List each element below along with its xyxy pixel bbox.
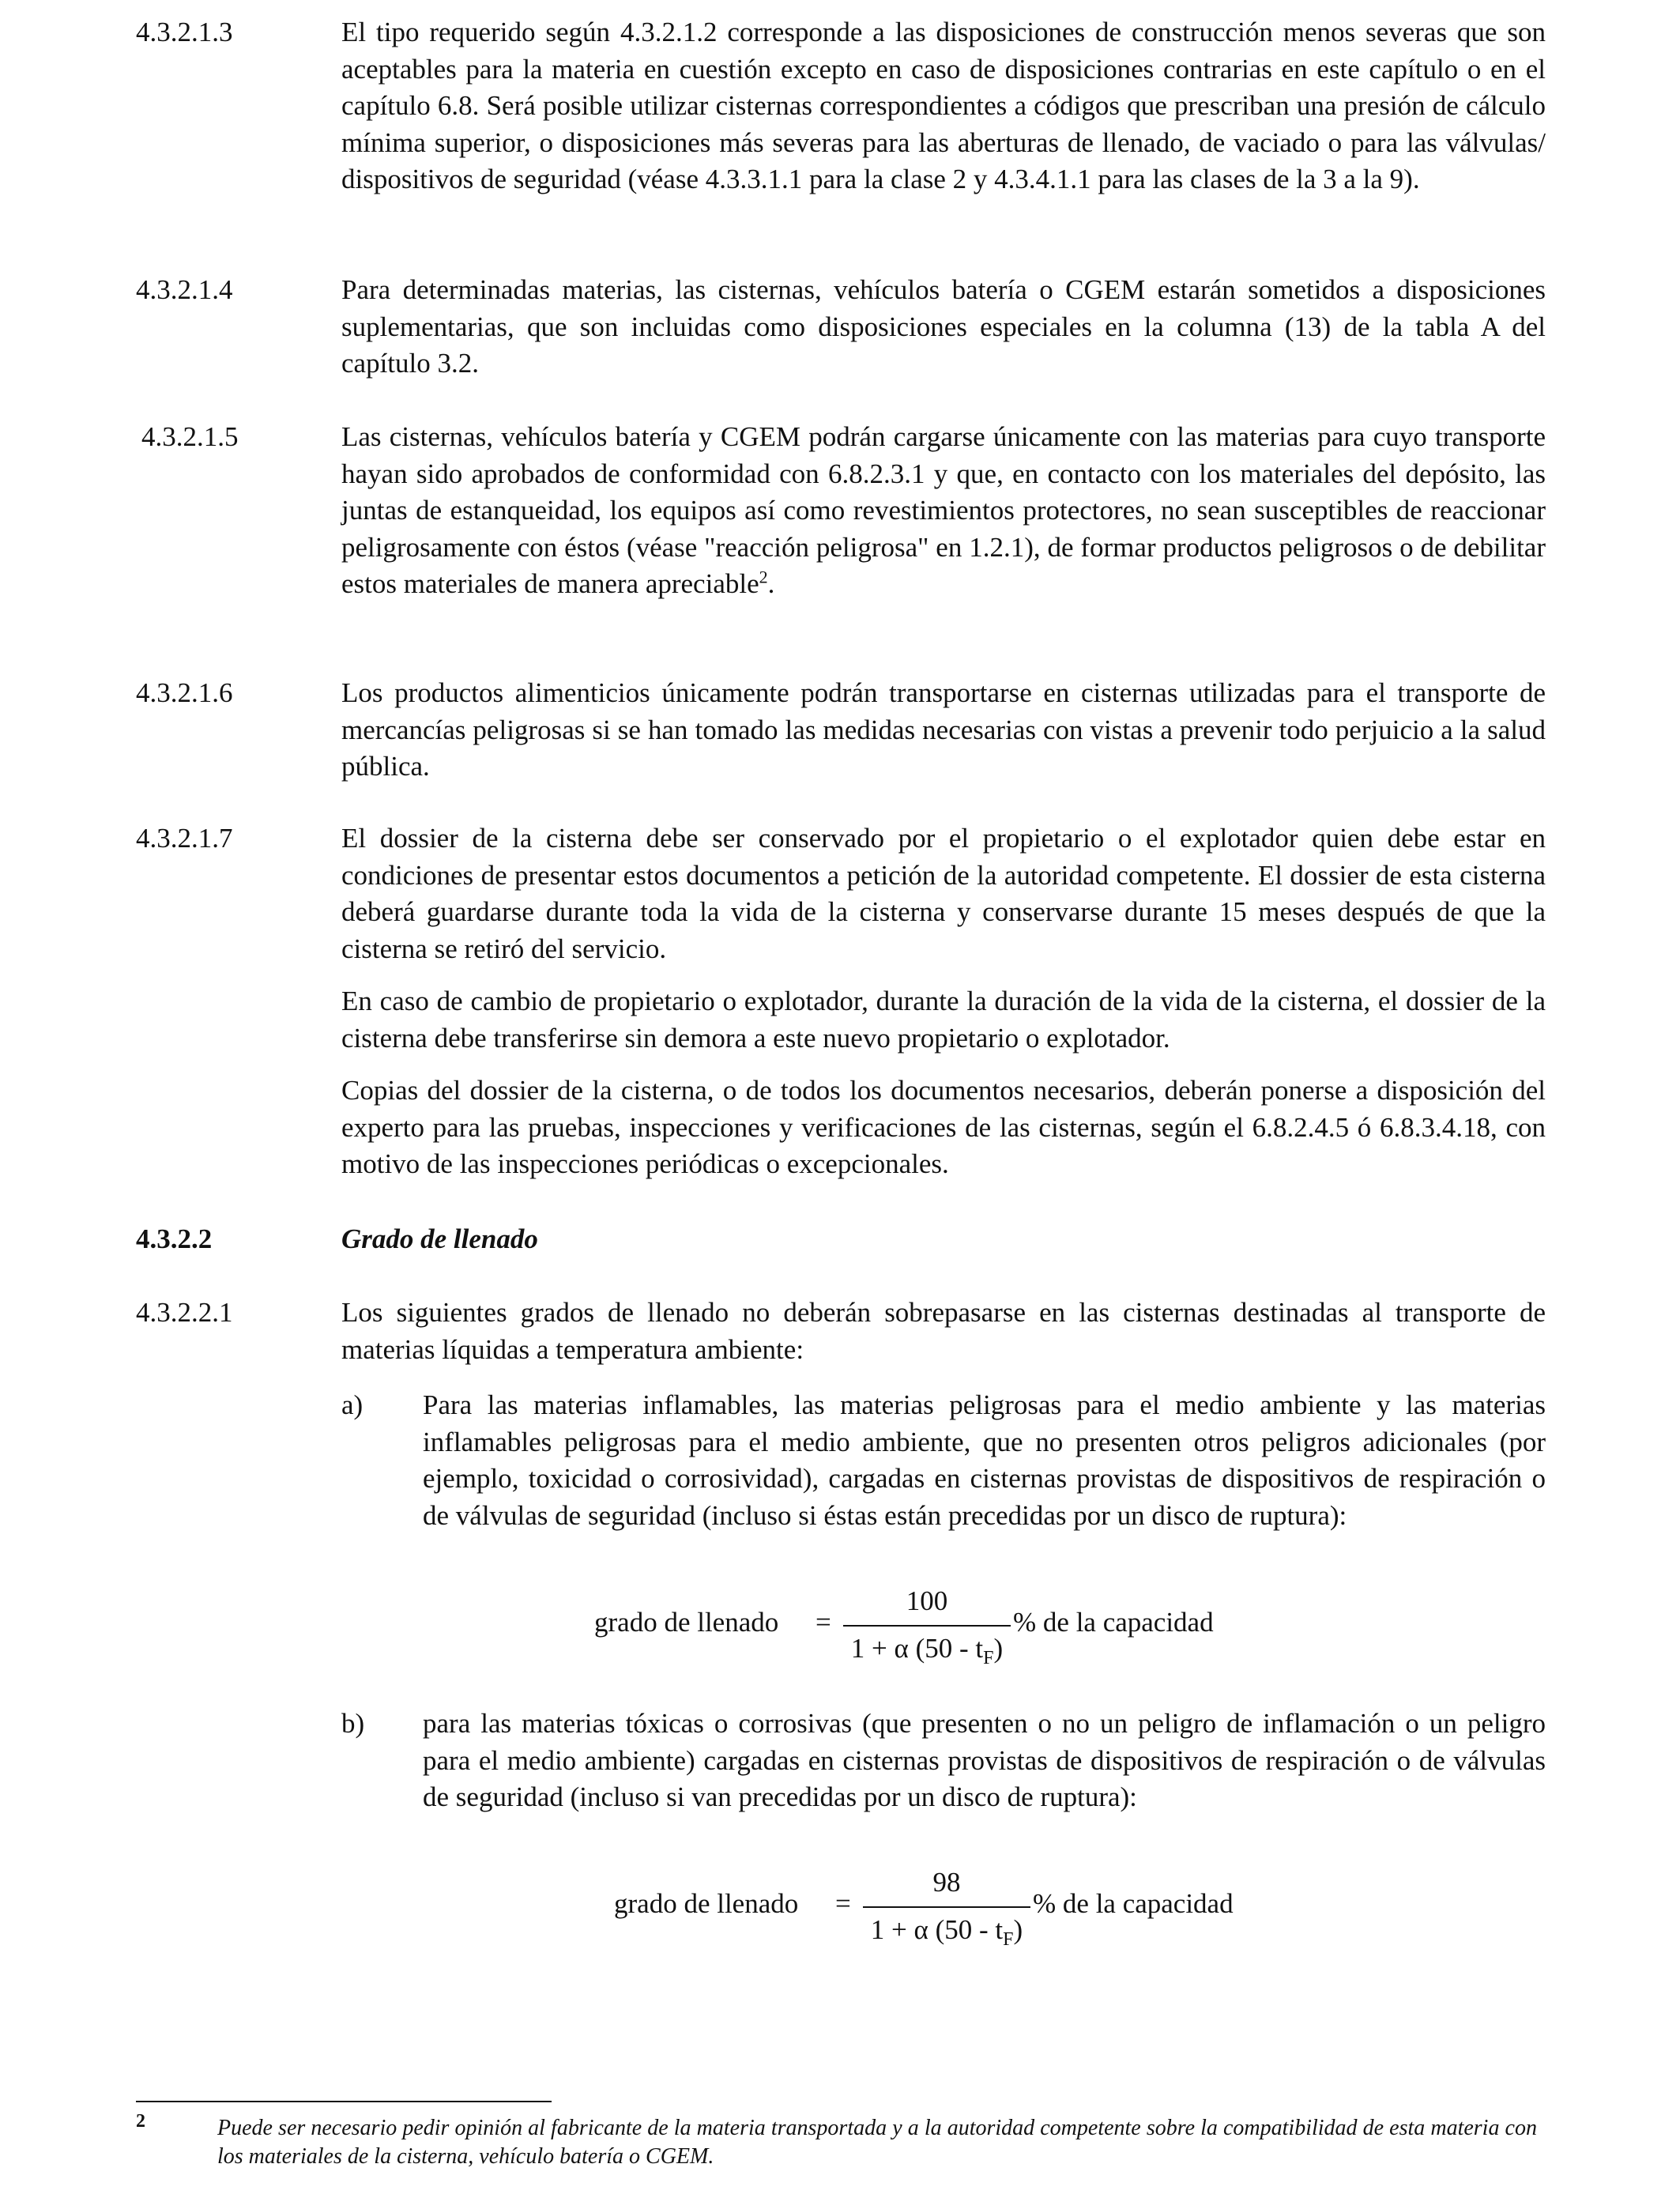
paragraph-text: Las cisternas, vehículos batería y CGEM podrán cargarse únicamente con las materias para cuyo transporte hayan sido aprobados de conformidad con 6.8.2.3.1 y que, en contacto con los materiales del depósito, las juntas de estanqueidad, los equipos así como revestimientos protectores, no sean susceptibles de reaccionar peligrosamente con éstos (véase "reacción peligrosa" en 1.2.1), de formar productos peligrosos o de debilitar estos materiales de manera apreciable (341, 421, 1546, 599)
footnote-reference: 2 (759, 567, 768, 587)
paragraph: El dossier de la cisterna debe ser conservado por el propietario o el explotador quien debe estar en condiciones de presentar estos documentos a petición de la autoridad competente. El dossier de esta cisterna deberá guardarse durante toda la vida de la cisterna y conservarse durante 15 meses después de que la cisterna se retiró del servicio. (341, 823, 1546, 964)
section-number: 4.3.2.1.7 (136, 823, 233, 854)
paragraph (341, 419, 1546, 603)
heading-number: 4.3.2.2 (136, 1223, 213, 1254)
paragraph: Los siguientes grados de llenado no deberán sobrepasarse en las cisternas destinadas al transporte de materias líquidas a temperatura ambiente: (341, 1297, 1546, 1365)
section-number: 4.3.2.1.3 (136, 17, 233, 47)
section-body (341, 675, 1546, 786)
footnote-number: 2 (136, 2111, 145, 2132)
denominator-subscript: F (983, 1648, 994, 1668)
denominator-subscript: F (1003, 1929, 1014, 1950)
paragraph: El tipo requerido según 4.3.2.1.2 corresponde a las disposiciones de construcción menos severas que son aceptables para la materia en cuestión excepto en caso de disposiciones contrarias en este capítulo o en el capítulo 6.8. Será posible utilizar cisternas correspondientes a códigos que prescriban una presión de cálculo mínima superior, o disposiciones más severas para las aberturas de llenado, de vaciado o para las válvulas/ dispositivos de seguridad (véase 4.3.3.1.1 para la clase 2 y 4.3.4.1.1 para las clases de la 3 a la 9). (341, 17, 1546, 194)
formula-lhs: grado de llenado (614, 1888, 799, 1919)
denominator-text: 1 + α (50 - t (850, 1633, 984, 1664)
section-body (341, 272, 1546, 383)
denominator-close: ) (1013, 1914, 1023, 1945)
formula-rhs: % de la capacidad (1033, 1888, 1234, 1919)
section-number: 4.3.2.2.1 (136, 1297, 233, 1328)
footnote-text: Puede ser necesario pedir opinión al fabricante de la materia transportada y a la autoridad competente sobre la compatibilidad de esta materia con los materiales de la cisterna, vehículo batería o CGEM. (217, 2116, 1537, 2169)
heading-title: Grado de llenado (341, 1223, 538, 1254)
formula-lhs: grado de llenado (594, 1607, 779, 1638)
formula-numerator: 98 (932, 1867, 961, 1898)
formula-rhs: % de la capacidad (1013, 1607, 1214, 1638)
formula-equals: = (816, 1607, 831, 1638)
section-number: 4.3.2.1.6 (136, 677, 233, 708)
list-item-label: a) (341, 1389, 363, 1420)
paragraph: Para determinadas materias, las cisternas, vehículos batería o CGEM estarán sometidos a disposiciones suplementarias, que son incluidas como disposiciones especiales en la columna (13) de la tabla A del capítulo 3.2. (341, 274, 1546, 379)
formula-b (614, 1867, 1404, 1954)
list-item-text: para las materias tóxicas o corrosivas (que presenten o no un peligro de inflamación o un peligro para el medio ambiente) cargadas en cisternas provistas de dispositivos de respiración o de válvulas de seguridad (incluso si van precedidas por un disco de ruptura): (423, 1708, 1546, 1812)
formula-a (594, 1585, 1384, 1672)
paragraph: Los productos alimenticios únicamente podrán transportarse en cisternas utilizadas para el transporte de mercancías peligrosas si se han tomado las medidas necesarias con vistas a prevenir todo perjuicio a la salud pública. (341, 677, 1546, 782)
section-intro (341, 1295, 1546, 1368)
formula-numerator: 100 (906, 1585, 948, 1616)
paragraph: Copias del dossier de la cisterna, o de todos los documentos necesarios, deberán ponerse a disposición del experto para las pruebas, inspecciones y verificaciones de las cisternas, según el 6.8.2.4.5 ó 6.8.3.4.18, con motivo de las inspecciones periódicas o excepcionales. (341, 1075, 1546, 1179)
formula-denominator (863, 1914, 1030, 1950)
denominator-text: 1 + α (50 - t (870, 1914, 1004, 1945)
section-body (341, 820, 1546, 1183)
formula-equals: = (835, 1888, 851, 1919)
footnote-separator (136, 2101, 552, 2102)
formula-denominator (843, 1633, 1011, 1668)
list-item-text: Para las materias inflamables, las materias peligrosas para el medio ambiente y las materias inflamables peligrosas para el medio ambiente, que no presenten otros peligros adicionales (por ejemplo, toxicidad o corrosividad), cargadas en cisternas provistas de dispositivos de respiración o de válvulas de seguridad (incluso si éstas están precedidas por un disco de ruptura): (423, 1389, 1546, 1531)
denominator-close: ) (993, 1633, 1004, 1664)
section-number: 4.3.2.1.5 (141, 421, 239, 452)
section-body (341, 14, 1546, 198)
fraction-bar (863, 1906, 1030, 1908)
paragraph: En caso de cambio de propietario o explotador, durante la duración de la vida de la cisterna, el dossier de la cisterna debe transferirse sin demora a este nuevo propietario o explotador. (341, 986, 1546, 1054)
paragraph-end: . (767, 568, 775, 599)
fraction-bar (843, 1625, 1011, 1627)
list-item-label: b) (341, 1708, 365, 1739)
section-body (341, 419, 1546, 603)
section-number: 4.3.2.1.4 (136, 274, 233, 305)
